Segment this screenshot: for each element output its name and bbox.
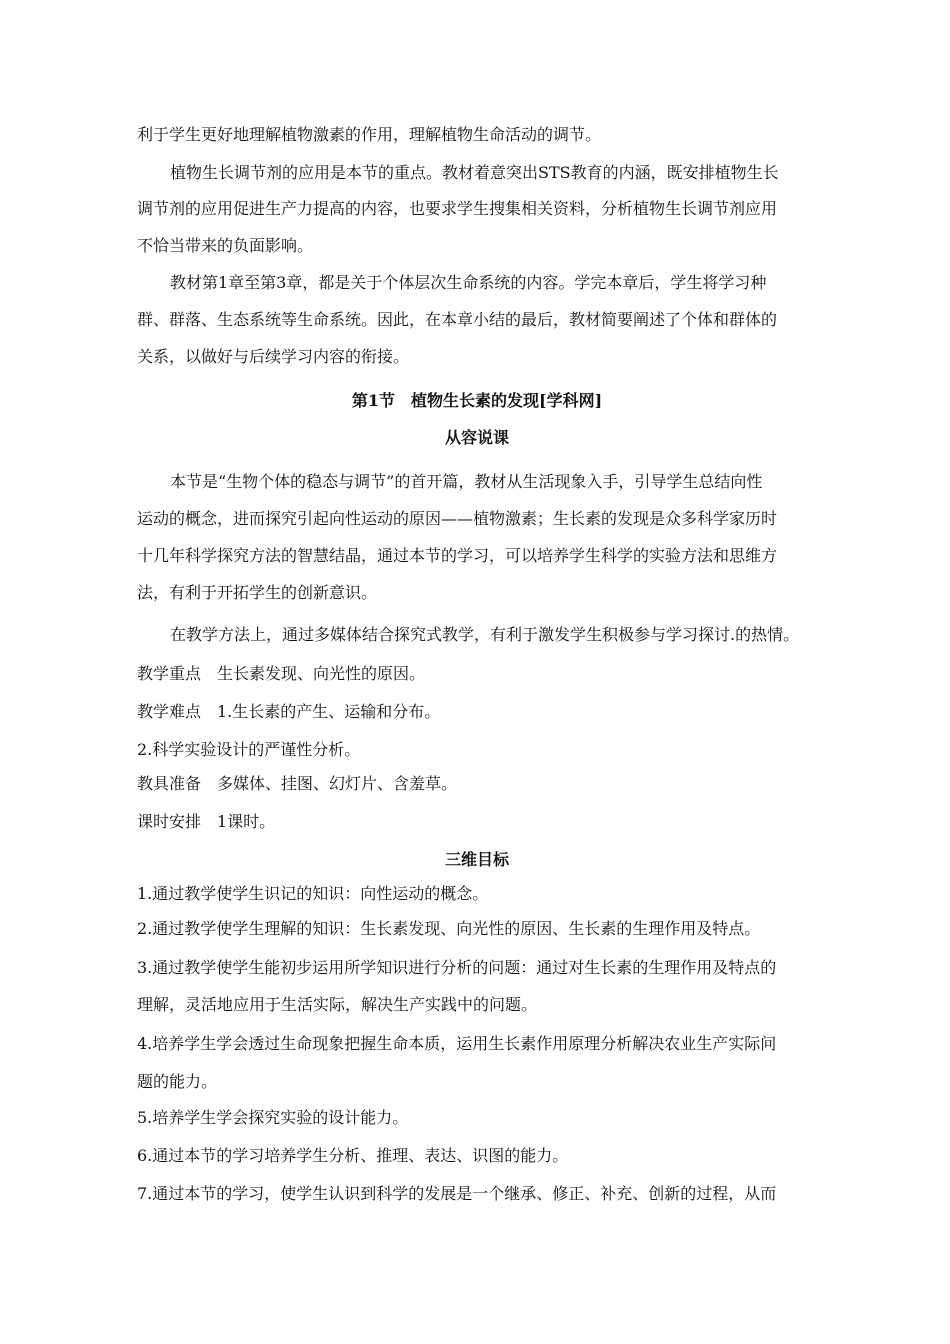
subsection-title: 从容说课 [444,428,509,447]
teaching-aids: 教具准备 多媒体、挂图、幻灯片、含羞草。 [137,774,458,793]
paragraph-line: 调节剂的应用促进生产力提高的内容，也要求学生搜集相关资料，分析植物生长调节剂应用 [137,199,778,218]
paragraph-line: 关系，以做好与后续学习内容的衔接。 [137,347,410,366]
paragraph-line: 十几年科学探究方法的智慧结晶，通过本节的学习，可以培养学生科学的实验方法和思维方 [137,546,778,565]
objective-item: 1.通过教学使学生识记的知识：向性运动的概念。 [137,884,489,903]
paragraph-line: 运动的概念，进而探究引起向性运动的原因——植物激素；生长素的发现是众多科学家历时 [137,509,778,528]
paragraph-line: 不恰当带来的负面影响。 [137,236,314,255]
objective-item: 7.通过本节的学习，使学生认识到科学的发展是一个继承、修正、补充、创新的过程，从而 [137,1184,777,1203]
paragraph-line: 法，有利于开拓学生的创新意识。 [137,583,378,602]
objectives-title: 三维目标 [444,850,509,869]
objective-item: 2.通过教学使学生理解的知识：生长素发现、向光性的原因、生长素的生理作用及特点。 [137,919,761,938]
objective-item: 3.通过教学使学生能初步运用所学知识进行分析的问题：通过对生长素的生理作用及特点的 [137,958,777,977]
paragraph-line: 本节是“生物个体的稳态与调节”的首开篇，教材从生活现象入手，引导学生总结向性 [170,472,763,491]
paragraph-line: 在教学方法上，通过多媒体结合探究式教学，有利于激发学生积极参与学习探讨.的热情。 [170,625,800,644]
objective-item: 5.培养学生学会探究实验的设计能力。 [137,1108,409,1127]
teaching-difficulty-2: 2.科学实验设计的严谨性分析。 [137,740,361,759]
class-schedule: 课时安排 1课时。 [137,812,276,831]
paragraph-line: 群、群落、生态系统等生命系统。因此，在本章小结的最后，教材简要阐述了个体和群体的 [137,310,778,329]
teaching-focus: 教学重点 生长素发现、向光性的原因。 [137,664,426,683]
teaching-difficulty: 教学难点 1.生长素的产生、运输和分布。 [137,702,441,721]
objective-item-cont: 理解，灵活地应用于生活实际，解决生产实践中的问题。 [137,995,538,1014]
paragraph-line: 教材第1章至第3章，都是关于个体层次生命系统的内容。学完本章后，学生将学习种 [170,273,767,292]
objective-item: 6.通过本节的学习培养学生分析、推理、表达、识图的能力。 [137,1146,569,1165]
paragraph-line: 植物生长调节剂的应用是本节的重点。教材着意突出STS教育的内涵，既安排植物生长 [170,163,779,182]
objective-item-cont: 题的能力。 [137,1072,218,1091]
section-title: 第1节 植物生长素的发现[学科网] [351,391,603,410]
objective-item: 4.培养学生学会透过生命现象把握生命本质，运用生长素作用原理分析解决农业生产实际问 [137,1034,777,1053]
paragraph-line: 利于学生更好地理解植物激素的作用，理解植物生命活动的调节。 [137,125,602,144]
